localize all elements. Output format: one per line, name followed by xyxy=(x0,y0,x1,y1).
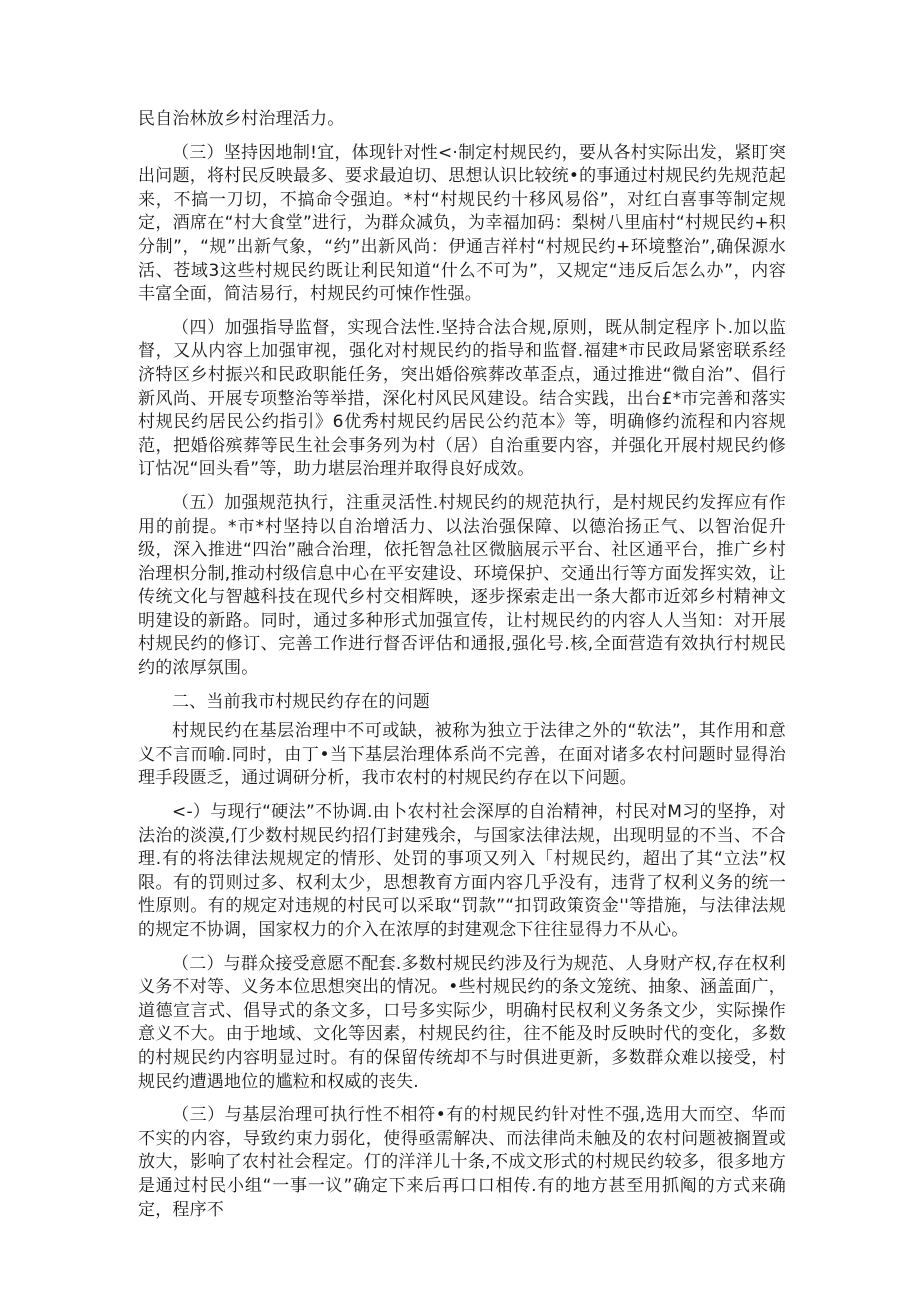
paragraph-section-5-execution: （五）加强规范执行，注重灵活性.村规民约的规范执行，是村规民约发挥应有作用的前提。*市*村坚持以自治增活力、以法治强保障、以德治扬正气、以智治促升级，深入推进“四治”融合治理，依托智急社区微脑展示平台、社区通平台，推广乡村治理枳分制,推动村级信息中心在平安建设、环境保护、交通出行等方面发挥实效，让传统文化与智越科技在现代乡村交相辉映，逐步探索走出一条大都市近郊乡村精神文明建设的新路。同时，通过多种形式加强宣传，让村规民约的内容人人当知：对开展村规民约的修订、完善工作进行督否评估和通报,强化号.核,全面营造有效执行村规民约的浓厚氛围。 xyxy=(138,492,786,679)
paragraph-problem-2-public-acceptance: （二）与群众接受意愿不配套.多数村规民约涉及行为规范、人身财产权,存在权利义务不对等、义务本位思想突出的情况。•些村规民约的条文笼统、抽象、涵盖面广，道德宣言式、倡导式的条文多，口号多实际少，明确村民权利义务条文少，实际操作意义不大。由于地域、文化等因素，村规民约往，往不能及时反映时代的变化，多数的村规民约内容明显过时。有的保留传统却不与时俱进更新，多数群众难以接受，村规民约遭遇地位的尴粒和权威的丧失. xyxy=(138,953,786,1092)
paragraph-section-3-adapt-to-local: （三）坚持因地制!宜，体现针对性<·制定村规民约，要从各村实际出发，紧盯突出问题，将村民反映最多、要求最迫切、思想认识比较统•的事通过村规民约先规范起来，不搞一刀切，不搞命令强迫。*村“村规民约十移风易俗”，对红白喜事等制定规定，酒席在“村大食堂”进行，为群众减负，为幸福加码：梨树八里庙村“村规民约+积分制”，“规”出新气象，“约”出新风尚：伊通吉祥村“村规民约+环境整治”,确保源水活、苍域3这些村规民约既让利民知道“什么不可为”，又规定“违反后怎么办”，内容丰富全面，简洁易行，村规民约可悚作性强。 xyxy=(138,142,786,305)
paragraph-section-4-supervision: （四）加强指导监督，实现合法性.坚持合法合规,原则，既从制定程序卜.加以监督，又从内容上加强审视，强化对村规民约的指导和监督.福建*市民政局紧密联系经济特区乡村振兴和民政职能任务，突出婚俗殡葬改革歪点，通过推进“微自治”、倡行新风尚、开展专项整治等举措，深化村风民风建设。结合实践，出台£*市完善和落实村规民约居民公约指引》6优秀村规民约居民公约范本》等，明确修约流程和内容规范，把婚俗殡葬等民生社会事务列为村（居）自治重要内容，并强化开展村规民约修订怙况“回头看”等，助力堪层治理并取得良好成效。 xyxy=(138,317,786,480)
paragraph-problem-1-hard-law: <-）与现行“硬法”不协调.由卜农村社会深厚的自治精神，村民对M习的坚挣，对法治的淡漠,仃少数村规民约招仃封建残余，与国家法律法规，出现明显的不当、不合理.有的将法律法规规定的情形、处罚的事项又列入「村规民约，超出了其“立法”权限。有的罚则过多、权利太少，思想教育方面内容几乎没有，违背了权利义务的统一性原则。有的规定对违规的村民可以采取“罚款”“扣罚政策资金''等措施，与法律法规的规定不协调，国家权力的介入在浓厚的封建观念下往往显得力不从心。 xyxy=(138,802,786,940)
paragraph-continuation: 民自治林放乡村治理活力。 xyxy=(138,109,345,129)
paragraph-problems-intro: 村规民约在基层治理中不可或缺，被称为独立于法律之外的“软法”，其作用和意义不言而喻.同时，由丁•当下基层治理体系尚不完善，在面对诸多农村问题时显得治理手段匮乏，通过调研分析，我市农村的村规民约存在以下问题。 xyxy=(138,721,786,789)
paragraph-problem-3-enforceability: （三）与基层治理可执行性不相符•有的村规民约针对性不强,选用大而空、华而不实的内容，导致约束力弱化，使得亟需解决、而法律尚未触及的农村问题被搁置或放大，影响了农村社会程定。仃的洋洋儿十条,不成文形式的村规民约较多，很多地方是通过村民小组“一事一议”确定下来后再口口相传.有的地方甚至用抓阄的方式来确定，程序不 xyxy=(138,1105,786,1220)
section-heading-problems: 二、当前我市村规民约存在的问题 xyxy=(172,691,430,712)
document-body xyxy=(138,108,786,1232)
